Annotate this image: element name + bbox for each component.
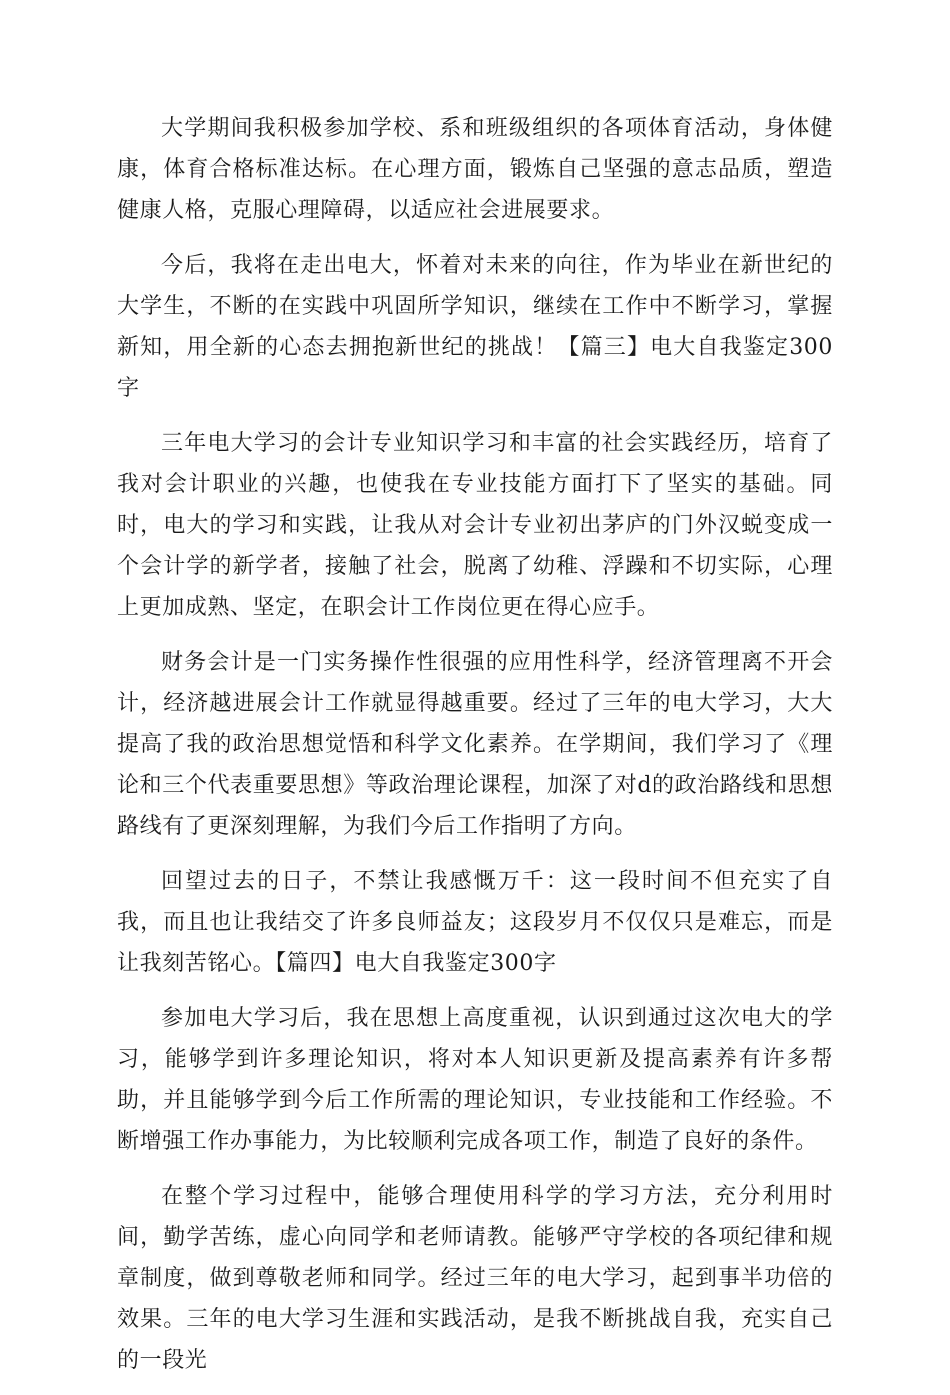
paragraph: 财务会计是一门实务操作性很强的应用性科学，经济管理离不开会计，经济越进展会计工作就显得越重要。经过了三年的电大学习，大大提高了我的政治思想觉悟和科学文化素养。在学期间，我们学习了《理论和三个代表重要思想》等政治理论课程，加深了对d的政治路线和思想路线有了更深刻理解，为我们今后工作指明了方向。 <box>117 650 833 839</box>
paragraph: 在整个学习过程中，能够合理使用科学的学习方法，充分利用时间，勤学苦练，虚心向同学和老师请教。能够严守学校的各项纪律和规章制度，做到尊敬老师和同学。经过三年的电大学习，起到事半功倍的效果。三年的电大学习生涯和实践活动，是我不断挑战自我，充实自己的一段光 <box>117 1184 833 1373</box>
paragraph: 参加电大学习后，我在思想上高度重视，认识到通过这次电大的学习，能够学到许多理论知识，将对本人知识更新及提高素养有许多帮助，并且能够学到今后工作所需的理论知识，专业技能和工作经验。不断增强工作办事能力，为比较顺利完成各项工作，制造了良好的条件。 <box>117 1006 833 1154</box>
document-body <box>117 108 833 1395</box>
paragraph: 大学期间我积极参加学校、系和班级组织的各项体育活动，身体健康，体育合格标准达标。在心理方面，锻炼自己坚强的意志品质，塑造健康人格，克服心理障碍，以适应社会进展要求。 <box>117 116 833 223</box>
paragraph: 三年电大学习的会计专业知识学习和丰富的社会实践经历，培育了我对会计职业的兴趣，也使我在专业技能方面打下了坚实的基础。同时，电大的学习和实践，让我从对会计专业初出茅庐的门外汉蜕变成一个会计学的新学者，接触了社会，脱离了幼稚、浮躁和不切实际，心理上更加成熟、坚定，在职会计工作岗位更在得心应手。 <box>117 431 833 620</box>
paragraph: 回望过去的日子，不禁让我感慨万千：这一段时间不但充实了自我，而且也让我结交了许多良师益友；这段岁月不仅仅只是难忘，而是让我刻苦铭心。【篇四】电大自我鉴定300字 <box>117 869 833 976</box>
paragraph: 今后，我将在走出电大，怀着对未来的向往，作为毕业在新世纪的大学生，不断的在实践中巩固所学知识，继续在工作中不断学习，掌握新知，用全新的心态去拥抱新世纪的挑战！【篇三】电大自我鉴定300字 <box>117 253 833 401</box>
